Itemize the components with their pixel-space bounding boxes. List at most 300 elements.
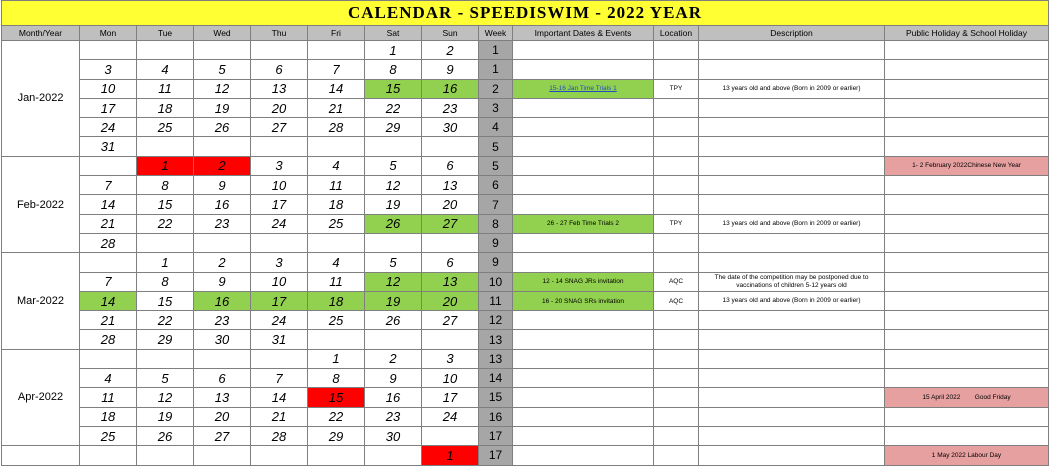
- location-cell[interactable]: [654, 156, 699, 175]
- holiday-cell[interactable]: [885, 98, 1049, 117]
- header-sun: Sun: [422, 26, 479, 41]
- holiday-cell[interactable]: 15 April 2022 Good Friday: [885, 388, 1049, 407]
- holiday-cell[interactable]: [885, 214, 1049, 233]
- day-cell[interactable]: 14: [308, 79, 365, 98]
- week-number: 13: [479, 330, 513, 349]
- day-cell[interactable]: [251, 446, 308, 465]
- day-cell-highlight[interactable]: 18: [308, 291, 365, 310]
- table-row: [2, 330, 1049, 349]
- day-cell[interactable]: 24: [251, 214, 308, 233]
- day-cell-highlight[interactable]: 26: [365, 214, 422, 233]
- day-cell[interactable]: 10: [251, 272, 308, 291]
- day-cell[interactable]: 1: [137, 253, 194, 272]
- day-cell[interactable]: 11: [308, 272, 365, 291]
- day-cell[interactable]: 28: [308, 118, 365, 137]
- day-cell-highlight[interactable]: 13: [422, 272, 479, 291]
- day-cell[interactable]: 10: [251, 176, 308, 195]
- event-cell[interactable]: 26 - 27 Feb Time Trials 2: [513, 214, 654, 233]
- day-cell[interactable]: [137, 41, 194, 60]
- table-row: [2, 60, 1049, 79]
- holiday-cell[interactable]: [885, 118, 1049, 137]
- location-cell[interactable]: [654, 330, 699, 349]
- event-cell[interactable]: [513, 233, 654, 252]
- day-cell[interactable]: 22: [365, 98, 422, 117]
- event-cell[interactable]: [513, 41, 654, 60]
- holiday-cell[interactable]: [885, 426, 1049, 445]
- day-cell-highlight[interactable]: 16: [422, 79, 479, 98]
- description-cell[interactable]: The date of the competition may be postponed due to vaccinations of children 5-12 years old: [699, 272, 885, 291]
- location-cell[interactable]: [654, 369, 699, 388]
- header-sat: Sat: [365, 26, 422, 41]
- day-cell-highlight[interactable]: 16: [194, 291, 251, 310]
- event-cell[interactable]: [513, 388, 654, 407]
- day-cell-holiday[interactable]: 1: [422, 446, 479, 465]
- day-cell[interactable]: 25: [80, 426, 137, 445]
- day-cell[interactable]: 30: [194, 330, 251, 349]
- day-cell[interactable]: 12: [365, 176, 422, 195]
- event-cell[interactable]: [513, 176, 654, 195]
- day-cell[interactable]: 17: [251, 195, 308, 214]
- day-cell[interactable]: [365, 446, 422, 465]
- table-row: [2, 195, 1049, 214]
- location-cell[interactable]: [654, 137, 699, 156]
- holiday-cell[interactable]: [885, 349, 1049, 368]
- day-cell[interactable]: 10: [80, 79, 137, 98]
- day-cell[interactable]: 6: [422, 156, 479, 175]
- day-cell[interactable]: 24: [251, 311, 308, 330]
- day-cell[interactable]: 4: [308, 253, 365, 272]
- day-cell[interactable]: 3: [251, 253, 308, 272]
- day-cell[interactable]: 21: [80, 214, 137, 233]
- day-cell[interactable]: 8: [365, 60, 422, 79]
- week-number: 17: [479, 446, 513, 465]
- month-label-mar: Mar-2022: [2, 253, 80, 349]
- day-cell[interactable]: [251, 349, 308, 368]
- day-cell-holiday[interactable]: 15: [308, 388, 365, 407]
- day-cell[interactable]: 5: [365, 253, 422, 272]
- day-cell[interactable]: 18: [80, 407, 137, 426]
- week-number: 12: [479, 311, 513, 330]
- event-cell[interactable]: [513, 118, 654, 137]
- description-cell[interactable]: [699, 426, 885, 445]
- event-cell[interactable]: [513, 407, 654, 426]
- header-row: [2, 26, 1049, 41]
- day-cell[interactable]: 22: [137, 214, 194, 233]
- day-cell[interactable]: [365, 233, 422, 252]
- day-cell[interactable]: [251, 233, 308, 252]
- day-cell[interactable]: 6: [194, 369, 251, 388]
- day-cell[interactable]: 26: [194, 118, 251, 137]
- day-cell[interactable]: [194, 41, 251, 60]
- location-cell[interactable]: [654, 253, 699, 272]
- day-cell[interactable]: [80, 253, 137, 272]
- week-number: 15: [479, 388, 513, 407]
- holiday-cell[interactable]: [885, 253, 1049, 272]
- location-cell[interactable]: [654, 60, 699, 79]
- day-cell-holiday[interactable]: 2: [194, 156, 251, 175]
- day-cell[interactable]: 29: [137, 330, 194, 349]
- day-cell[interactable]: 3: [80, 60, 137, 79]
- header-week: Week: [479, 26, 513, 41]
- description-cell[interactable]: [699, 407, 885, 426]
- week-number: 2: [479, 79, 513, 98]
- day-cell[interactable]: 7: [80, 272, 137, 291]
- day-cell-highlight[interactable]: 20: [422, 291, 479, 310]
- day-cell[interactable]: 15: [137, 291, 194, 310]
- event-cell[interactable]: [513, 426, 654, 445]
- holiday-cell[interactable]: [885, 291, 1049, 310]
- holiday-cell[interactable]: [885, 137, 1049, 156]
- day-cell[interactable]: 3: [251, 156, 308, 175]
- header-fri: Fri: [308, 26, 365, 41]
- day-cell[interactable]: 20: [251, 98, 308, 117]
- holiday-cell[interactable]: [885, 79, 1049, 98]
- location-cell[interactable]: [654, 349, 699, 368]
- event-cell[interactable]: [513, 156, 654, 175]
- day-cell[interactable]: [137, 233, 194, 252]
- day-cell[interactable]: 11: [137, 79, 194, 98]
- description-cell[interactable]: [699, 98, 885, 117]
- day-cell[interactable]: 3: [422, 349, 479, 368]
- day-cell-highlight[interactable]: 17: [251, 291, 308, 310]
- day-cell[interactable]: [80, 446, 137, 465]
- location-cell[interactable]: AQC: [654, 291, 699, 310]
- day-cell[interactable]: 26: [365, 311, 422, 330]
- week-number: 5: [479, 137, 513, 156]
- table-row: [2, 446, 1049, 465]
- day-cell[interactable]: 6: [422, 253, 479, 272]
- event-cell[interactable]: [513, 311, 654, 330]
- table-row: [2, 41, 1049, 60]
- day-cell[interactable]: 21: [251, 407, 308, 426]
- day-cell[interactable]: 27: [422, 311, 479, 330]
- holiday-cell[interactable]: 1- 2 February 2022Chinese New Year: [885, 156, 1049, 175]
- location-cell[interactable]: AQC: [654, 272, 699, 291]
- day-cell[interactable]: 13: [194, 388, 251, 407]
- day-cell[interactable]: 17: [422, 388, 479, 407]
- day-cell[interactable]: [422, 233, 479, 252]
- day-cell[interactable]: 11: [308, 176, 365, 195]
- day-cell[interactable]: [194, 446, 251, 465]
- week-number: 8: [479, 214, 513, 233]
- header-wed: Wed: [194, 26, 251, 41]
- week-number: 1: [479, 60, 513, 79]
- description-cell[interactable]: [699, 369, 885, 388]
- description-cell[interactable]: [699, 156, 885, 175]
- day-cell[interactable]: 19: [137, 407, 194, 426]
- header-description: Description: [699, 26, 885, 41]
- day-cell[interactable]: 8: [137, 272, 194, 291]
- day-cell[interactable]: 23: [194, 214, 251, 233]
- description-cell[interactable]: [699, 311, 885, 330]
- day-cell[interactable]: 2: [365, 349, 422, 368]
- day-cell[interactable]: 7: [80, 176, 137, 195]
- day-cell[interactable]: 4: [137, 60, 194, 79]
- description-cell[interactable]: [699, 330, 885, 349]
- day-cell[interactable]: 25: [308, 311, 365, 330]
- location-cell[interactable]: [654, 195, 699, 214]
- location-cell[interactable]: [654, 407, 699, 426]
- day-cell[interactable]: [194, 233, 251, 252]
- table-row: [2, 426, 1049, 445]
- day-cell[interactable]: 28: [80, 330, 137, 349]
- day-cell[interactable]: [80, 156, 137, 175]
- table-row: [2, 79, 1049, 98]
- month-label-apr: Apr-2022: [2, 349, 80, 445]
- location-cell[interactable]: [654, 118, 699, 137]
- description-cell[interactable]: [699, 118, 885, 137]
- event-link[interactable]: 15-16 Jan Time Trials 1: [513, 79, 654, 98]
- day-cell[interactable]: [251, 41, 308, 60]
- day-cell[interactable]: 26: [137, 426, 194, 445]
- table-row: [2, 369, 1049, 388]
- day-cell[interactable]: 20: [194, 407, 251, 426]
- day-cell[interactable]: 16: [194, 195, 251, 214]
- day-cell[interactable]: 17: [80, 98, 137, 117]
- day-cell[interactable]: 21: [80, 311, 137, 330]
- table-row: [2, 349, 1049, 368]
- month-label-may: [2, 446, 80, 465]
- table-row: [2, 233, 1049, 252]
- day-cell[interactable]: 9: [422, 60, 479, 79]
- day-cell[interactable]: 7: [308, 60, 365, 79]
- description-cell[interactable]: 13 years old and above (Born in 2009 or earlier): [699, 214, 885, 233]
- day-cell[interactable]: 13: [422, 176, 479, 195]
- week-number: 16: [479, 407, 513, 426]
- table-row: [2, 118, 1049, 137]
- holiday-cell[interactable]: [885, 369, 1049, 388]
- day-cell[interactable]: 30: [422, 118, 479, 137]
- location-cell[interactable]: [654, 233, 699, 252]
- description-cell[interactable]: [699, 60, 885, 79]
- day-cell-highlight[interactable]: 15: [365, 79, 422, 98]
- description-cell[interactable]: 13 years old and above (Born in 2009 or earlier): [699, 79, 885, 98]
- location-cell[interactable]: TPY: [654, 214, 699, 233]
- day-cell[interactable]: 10: [422, 369, 479, 388]
- week-number: 14: [479, 369, 513, 388]
- description-cell[interactable]: [699, 253, 885, 272]
- description-cell[interactable]: [699, 388, 885, 407]
- day-cell[interactable]: 12: [137, 388, 194, 407]
- week-number: 1: [479, 41, 513, 60]
- table-row: [2, 388, 1049, 407]
- description-cell[interactable]: [699, 137, 885, 156]
- location-cell[interactable]: [654, 311, 699, 330]
- table-row: [2, 253, 1049, 272]
- event-cell[interactable]: [513, 349, 654, 368]
- day-cell[interactable]: [137, 446, 194, 465]
- month-label-jan: Jan-2022: [2, 41, 80, 157]
- event-cell[interactable]: [513, 195, 654, 214]
- holiday-cell[interactable]: [885, 330, 1049, 349]
- table-row: [2, 214, 1049, 233]
- day-cell[interactable]: 11: [80, 388, 137, 407]
- holiday-cell[interactable]: [885, 195, 1049, 214]
- holiday-cell[interactable]: [885, 311, 1049, 330]
- week-number: 6: [479, 176, 513, 195]
- day-cell[interactable]: 22: [308, 407, 365, 426]
- day-cell[interactable]: 28: [80, 233, 137, 252]
- month-label-feb: Feb-2022: [2, 156, 80, 252]
- location-cell[interactable]: [654, 176, 699, 195]
- table-row: [2, 407, 1049, 426]
- location-cell[interactable]: [654, 41, 699, 60]
- day-cell-highlight[interactable]: 12: [365, 272, 422, 291]
- day-cell[interactable]: 13: [251, 79, 308, 98]
- table-row: [2, 137, 1049, 156]
- day-cell[interactable]: 2: [194, 253, 251, 272]
- table-row: [2, 156, 1049, 175]
- header-events: Important Dates & Events: [513, 26, 654, 41]
- day-cell[interactable]: 27: [251, 118, 308, 137]
- location-cell[interactable]: [654, 98, 699, 117]
- day-cell[interactable]: 20: [422, 195, 479, 214]
- page-title: CALENDAR - SPEEDISWIM - 2022 YEAR: [2, 1, 1049, 26]
- location-cell[interactable]: [654, 388, 699, 407]
- holiday-cell[interactable]: [885, 272, 1049, 291]
- week-number: 5: [479, 156, 513, 175]
- event-cell[interactable]: 16 - 20 SNAG SRs invitation: [513, 291, 654, 310]
- day-cell[interactable]: 14: [80, 195, 137, 214]
- day-cell[interactable]: 16: [365, 388, 422, 407]
- day-cell[interactable]: 25: [308, 214, 365, 233]
- day-cell[interactable]: [194, 349, 251, 368]
- day-cell[interactable]: [80, 41, 137, 60]
- day-cell[interactable]: 8: [308, 369, 365, 388]
- week-number: 9: [479, 233, 513, 252]
- day-cell[interactable]: [308, 137, 365, 156]
- day-cell[interactable]: 23: [365, 407, 422, 426]
- description-cell[interactable]: [699, 233, 885, 252]
- week-number: 9: [479, 253, 513, 272]
- day-cell[interactable]: 5: [194, 60, 251, 79]
- day-cell[interactable]: [194, 137, 251, 156]
- day-cell[interactable]: 31: [251, 330, 308, 349]
- holiday-cell[interactable]: [885, 60, 1049, 79]
- header-location: Location: [654, 26, 699, 41]
- event-cell[interactable]: [513, 330, 654, 349]
- day-cell-highlight[interactable]: 27: [422, 214, 479, 233]
- event-cell[interactable]: [513, 369, 654, 388]
- day-cell[interactable]: 9: [365, 369, 422, 388]
- day-cell[interactable]: 15: [137, 195, 194, 214]
- day-cell[interactable]: 4: [308, 156, 365, 175]
- day-cell[interactable]: [422, 426, 479, 445]
- day-cell[interactable]: 9: [194, 272, 251, 291]
- day-cell[interactable]: 18: [137, 98, 194, 117]
- week-number: 7: [479, 195, 513, 214]
- day-cell[interactable]: 21: [308, 98, 365, 117]
- day-cell[interactable]: 14: [251, 388, 308, 407]
- day-cell[interactable]: [422, 137, 479, 156]
- table-row: [2, 176, 1049, 195]
- event-cell[interactable]: [513, 446, 654, 465]
- day-cell[interactable]: [308, 41, 365, 60]
- day-cell[interactable]: [251, 137, 308, 156]
- day-cell[interactable]: [308, 330, 365, 349]
- day-cell[interactable]: 25: [137, 118, 194, 137]
- day-cell[interactable]: 23: [422, 98, 479, 117]
- holiday-cell[interactable]: [885, 176, 1049, 195]
- day-cell[interactable]: [308, 446, 365, 465]
- description-cell[interactable]: [699, 195, 885, 214]
- location-cell[interactable]: [654, 446, 699, 465]
- day-cell[interactable]: 1: [365, 41, 422, 60]
- day-cell[interactable]: 9: [194, 176, 251, 195]
- event-cell[interactable]: [513, 137, 654, 156]
- day-cell[interactable]: 12: [194, 79, 251, 98]
- day-cell[interactable]: 28: [251, 426, 308, 445]
- day-cell[interactable]: [308, 233, 365, 252]
- header-holiday: Public Holiday & School Holiday: [885, 26, 1049, 41]
- holiday-cell[interactable]: [885, 41, 1049, 60]
- event-cell[interactable]: [513, 60, 654, 79]
- location-cell[interactable]: TPY: [654, 79, 699, 98]
- day-cell[interactable]: [80, 349, 137, 368]
- header-tue: Tue: [137, 26, 194, 41]
- day-cell[interactable]: 29: [365, 118, 422, 137]
- day-cell[interactable]: 19: [365, 195, 422, 214]
- day-cell-highlight[interactable]: 19: [365, 291, 422, 310]
- day-cell[interactable]: [137, 349, 194, 368]
- day-cell[interactable]: 22: [137, 311, 194, 330]
- day-cell-highlight[interactable]: 14: [80, 291, 137, 310]
- day-cell[interactable]: 4: [80, 369, 137, 388]
- day-cell-holiday[interactable]: 1: [137, 156, 194, 175]
- day-cell[interactable]: 2: [422, 41, 479, 60]
- day-cell[interactable]: [365, 330, 422, 349]
- day-cell[interactable]: 24: [422, 407, 479, 426]
- day-cell[interactable]: 5: [365, 156, 422, 175]
- day-cell[interactable]: 27: [194, 426, 251, 445]
- holiday-cell[interactable]: [885, 407, 1049, 426]
- header-month: Month/Year: [2, 26, 80, 41]
- day-cell[interactable]: 19: [194, 98, 251, 117]
- day-cell[interactable]: 8: [137, 176, 194, 195]
- table-row: [2, 311, 1049, 330]
- description-cell[interactable]: 13 years old and above (Born in 2009 or earlier): [699, 291, 885, 310]
- event-cell[interactable]: [513, 253, 654, 272]
- header-mon: Mon: [80, 26, 137, 41]
- day-cell[interactable]: 18: [308, 195, 365, 214]
- day-cell[interactable]: 24: [80, 118, 137, 137]
- day-cell[interactable]: 1: [308, 349, 365, 368]
- day-cell[interactable]: [422, 330, 479, 349]
- day-cell[interactable]: 5: [137, 369, 194, 388]
- day-cell[interactable]: 7: [251, 369, 308, 388]
- event-cell[interactable]: 12 - 14 SNAG JRs invitation: [513, 272, 654, 291]
- description-cell[interactable]: [699, 349, 885, 368]
- day-cell[interactable]: 23: [194, 311, 251, 330]
- week-number: 3: [479, 98, 513, 117]
- location-cell[interactable]: [654, 426, 699, 445]
- day-cell[interactable]: 31: [80, 137, 137, 156]
- holiday-cell[interactable]: 1 May 2022 Labour Day: [885, 446, 1049, 465]
- description-cell[interactable]: [699, 176, 885, 195]
- description-cell[interactable]: [699, 41, 885, 60]
- day-cell[interactable]: [365, 137, 422, 156]
- day-cell[interactable]: 30: [365, 426, 422, 445]
- event-cell[interactable]: [513, 98, 654, 117]
- day-cell[interactable]: 6: [251, 60, 308, 79]
- description-cell[interactable]: [699, 446, 885, 465]
- week-number: 11: [479, 291, 513, 310]
- day-cell[interactable]: [137, 137, 194, 156]
- day-cell[interactable]: 29: [308, 426, 365, 445]
- header-thu: Thu: [251, 26, 308, 41]
- holiday-cell[interactable]: [885, 233, 1049, 252]
- calendar-table: [1, 0, 1049, 466]
